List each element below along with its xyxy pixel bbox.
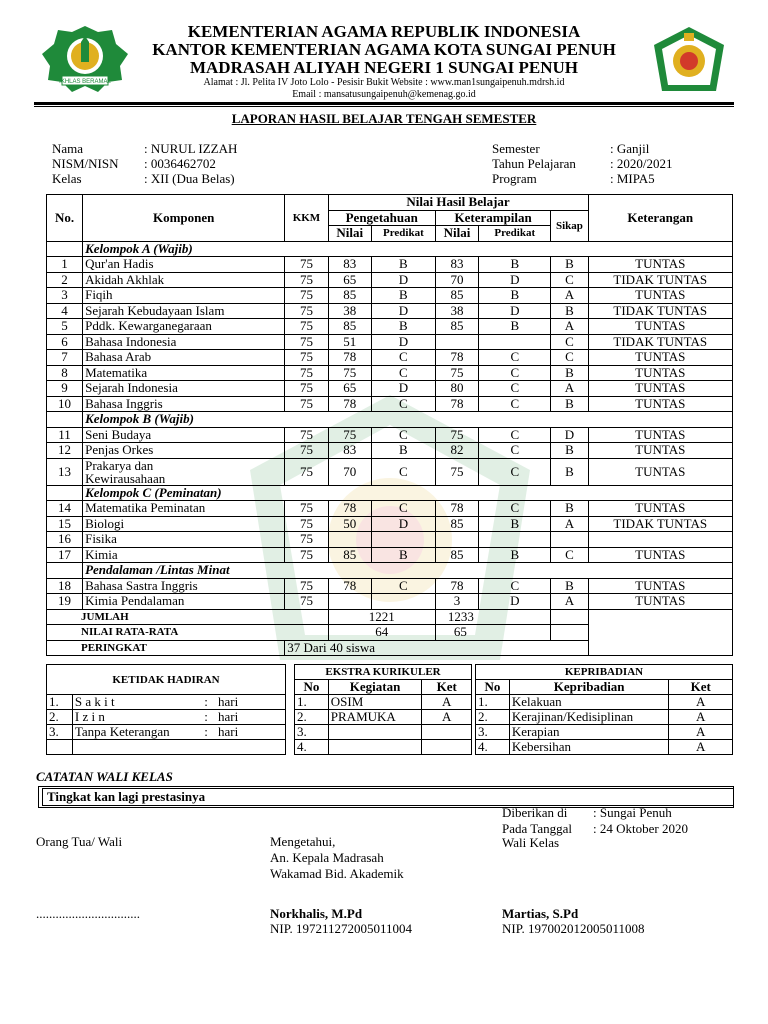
header-nilai-hasil: Nilai Hasil Belajar (328, 195, 588, 211)
diberikan-label: Diberikan di (502, 805, 568, 820)
group-a-label: Kelompok A (Wajib) (83, 241, 733, 257)
program-label: Program (492, 171, 537, 186)
wakamad-nip: NIP. 197211272005011004 (270, 921, 413, 936)
peringkat-value: 37 Dari 40 siswa (285, 640, 588, 656)
nama-value: : NURUL IZZAH (144, 141, 238, 156)
table-row: 15 Biologi 75 50 D 85 B A TIDAK TUNTAS (47, 516, 733, 532)
catatan-text: Tingkat kan lagi prestasinya (42, 788, 734, 806)
header-school: MADRASAH ALIYAH NEGERI 1 SUNGAI PENUH (189, 58, 579, 77)
group-d-label: Pendalaman /Lintas Minat (83, 563, 733, 579)
wali-name: Martias, S.Pd (502, 906, 579, 921)
header-keterampilan: Keterampilan (435, 210, 551, 226)
table-row: 18 Bahasa Sastra Inggris 75 78 C 78 C B TUNTAS (47, 578, 733, 594)
table-row: 11 Seni Budaya 75 75 C 75 C D TUNTAS (47, 427, 733, 443)
header-p-predikat: Predikat (371, 226, 435, 242)
semester-value: : Ganjil (610, 141, 650, 156)
tanggal-label: Pada Tanggal (502, 821, 572, 836)
nism-value: : 0036462702 (144, 156, 216, 171)
kelas-value: : XII (Dua Belas) (144, 171, 235, 186)
rata-pengetahuan: 64 (328, 625, 435, 641)
jumlah-keterampilan: 1233 (435, 609, 551, 625)
header-kkm: KKM (285, 195, 328, 242)
header-sikap: Sikap (551, 210, 588, 241)
table-row: 16 Fisika 75 (47, 532, 733, 548)
nism-label: NISM/NISN (52, 156, 119, 171)
wakamad-label: Wakamad Bid. Akademik (270, 866, 404, 881)
table-row: 4. (295, 740, 472, 755)
header-k-predikat: Predikat (479, 226, 551, 242)
kepribadian-table: KEPRIBADIAN No Kepribadian Ket 1. Kelakuan A 2. Kerajinan/Kedisiplinan A 3. Kerapian A 4. Kebersihan A (475, 664, 733, 755)
tanggal-value: : 24 Oktober 2020 (593, 821, 688, 836)
nama-label: Nama (52, 141, 84, 156)
group-b-label: Kelompok B (Wajib) (83, 412, 733, 428)
catatan-title: CATATAN WALI KELAS (36, 769, 173, 784)
table-row: 13 Prakarya dan Kewirausahaan 75 70 C 75 C B TUNTAS (47, 458, 733, 485)
attendance-table (46, 664, 286, 755)
table-row: 1. S a k i t : hari (47, 695, 286, 710)
header-k-nilai: Nilai (435, 226, 478, 242)
table-row: 9 Sejarah Indonesia 75 65 D 80 C A TUNTAS (47, 381, 733, 397)
table-row: 10 Bahasa Inggris 75 78 C 78 C B TUNTAS (47, 396, 733, 412)
attendance-title: KETIDAK HADIRAN (47, 665, 286, 695)
report-title: LAPORAN HASIL BELAJAR TENGAH SEMESTER (231, 111, 537, 126)
header-keterangan: Keterangan (588, 195, 733, 242)
group-c-label: Kelompok C (Peminatan) (83, 485, 733, 501)
mengetahui-label: Mengetahui, (270, 834, 336, 849)
semester-label: Semester (492, 141, 540, 156)
header-email: Email : mansatusungaipenuh@kemenag.go.id (292, 89, 476, 100)
orang-tua-label: Orang Tua/ Wali (36, 834, 123, 849)
table-row: 12 Penjas Orkes 75 83 B 82 C B TUNTAS (47, 443, 733, 459)
table-row: 3. (295, 725, 472, 740)
wali-kelas-label: Wali Kelas (502, 835, 560, 850)
diberikan-value: : Sungai Penuh (593, 805, 672, 820)
table-row: 6 Bahasa Indonesia 75 51 D C TIDAK TUNTAS (47, 334, 733, 350)
table-row: 3. Kerapian A (476, 725, 733, 740)
table-row: 4. Kebersihan A (476, 740, 733, 755)
svg-text:IKHLAS BERAMAL: IKHLAS BERAMAL (59, 79, 111, 85)
table-row: 19 Kimia Pendalaman 75 3 D A TUNTAS (47, 594, 733, 610)
header-rule-thick (34, 102, 734, 105)
peringkat-row: PERINGKAT 37 Dari 40 siswa (47, 640, 733, 656)
table-row: 5 Pddk. Kewarganegaraan 75 85 B 85 B A TUNTAS (47, 319, 733, 335)
wali-nip: NIP. 197002012005011008 (502, 921, 645, 936)
header-ministry: KEMENTERIAN AGAMA REPUBLIK INDONESIA (187, 22, 581, 41)
table-row: 7 Bahasa Arab 75 78 C 78 C C TUNTAS (47, 350, 733, 366)
table-row: 1 Qur'an Hadis 75 83 B 83 B B TUNTAS (47, 257, 733, 273)
header-pengetahuan: Pengetahuan (328, 210, 435, 226)
ekstra-table: EKSTRA KURIKULER No Kegiatan Ket 1. OSIM A 2. PRAMUKA A 3. 4. (294, 664, 472, 755)
kepala-label: An. Kepala Madrasah (270, 850, 384, 865)
header-address: Alamat : Jl. Pelita IV Joto Lolo - Pesisir Bukit Website : www.man1sungaipenuh.mdrsh.id (203, 77, 565, 88)
kelas-label: Kelas (52, 171, 82, 186)
tahun-label: Tahun Pelajaran (492, 156, 576, 171)
table-row: 17 Kimia 75 85 B 85 B C TUNTAS (47, 547, 733, 563)
table-row: 2 Akidah Akhlak 75 65 D 70 D C TIDAK TUNTAS (47, 272, 733, 288)
table-row: 3. Tanpa Keterangan : hari (47, 725, 286, 740)
header-rule-thin (34, 106, 734, 107)
program-value: : MIPA5 (610, 171, 655, 186)
table-row: 1. Kelakuan A (476, 695, 733, 710)
orang-tua-signature-line: ................................ (36, 906, 140, 921)
rata-row: NILAI RATA-RATA 64 65 (47, 625, 733, 641)
jumlah-row: JUMLAH 1221 1233 (47, 609, 733, 625)
table-row: 4 Sejarah Kebudayaan Islam 75 38 D 38 D B TIDAK TUNTAS (47, 303, 733, 319)
table-row: 2. Kerajinan/Kedisiplinan A (476, 710, 733, 725)
table-row: 2. PRAMUKA A (295, 710, 472, 725)
rata-keterampilan: 65 (435, 625, 551, 641)
table-row: 3 Fiqih 75 85 B 85 B A TUNTAS (47, 288, 733, 304)
table-row: 14 Matematika Peminatan 75 78 C 78 C B TUNTAS (47, 501, 733, 517)
wakamad-name: Norkhalis, M.Pd (270, 906, 363, 921)
jumlah-pengetahuan: 1221 (328, 609, 435, 625)
header-komponen: Komponen (83, 195, 285, 242)
table-row: 8 Matematika 75 75 C 75 C B TUNTAS (47, 365, 733, 381)
tahun-value: : 2020/2021 (610, 156, 673, 171)
header-office: KANTOR KEMENTERIAN AGAMA KOTA SUNGAI PENUH (152, 40, 616, 59)
table-row: 2. I z i n : hari (47, 710, 286, 725)
kepribadian-title: KEPRIBADIAN (476, 665, 733, 680)
table-row: 1. OSIM A (295, 695, 472, 710)
header-no: No. (47, 195, 83, 242)
header-p-nilai: Nilai (328, 226, 371, 242)
ekstra-title: EKSTRA KURIKULER (295, 665, 472, 680)
grades-table (46, 194, 733, 656)
